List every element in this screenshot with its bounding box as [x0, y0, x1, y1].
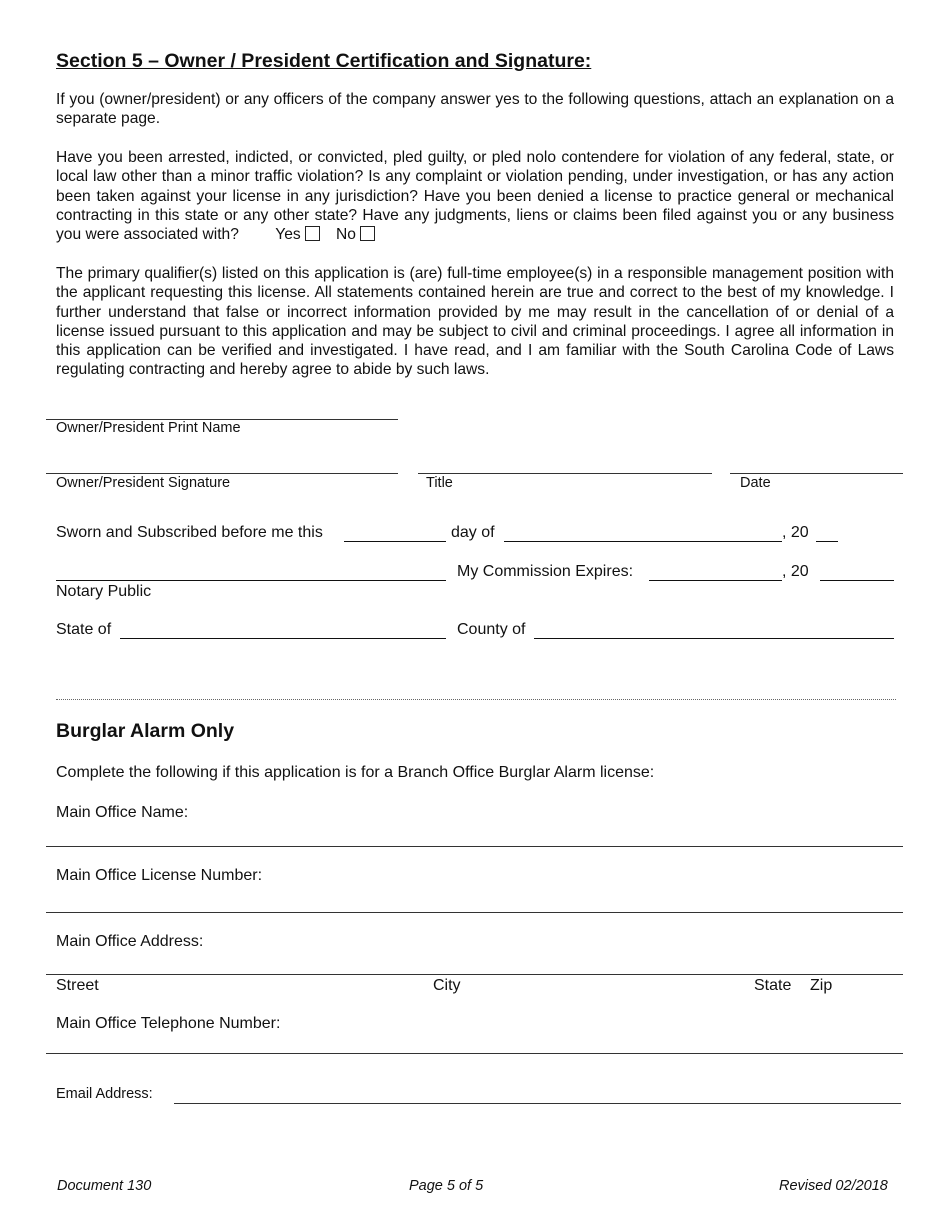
question-text: Have you been arrested, indicted, or convicted, pled guilty, or pled nolo contendere for violation of any federal, state, or local law other than a minor traffic violation? Is any complaint or violation pending, under investigation, or has any action been taken against your license in any jurisdiction? Have you been denied a license to practice general or mechanical contracting in this state or any other state? Have any judgments, liens or claims been filed against you or any business you were associated with?: [56, 149, 894, 244]
signature-line[interactable]: [46, 473, 398, 474]
address-label: Main Office Address:: [56, 933, 204, 950]
commission-year-line[interactable]: [820, 580, 894, 581]
license-number-label: Main Office License Number:: [56, 867, 263, 884]
date-label: Date: [740, 475, 771, 491]
title-label: Title: [426, 475, 453, 491]
sworn-year-line[interactable]: [816, 541, 838, 542]
yes-label: Yes: [275, 226, 301, 244]
state-line[interactable]: [120, 638, 446, 639]
section5-statement: The primary qualifier(s) listed on this application is (are) full-time employee(s) in a responsible management position with the applicant requesting this license. All statements contained herein are true and correct to the best of my knowledge. I further understand that false or incorrect information provided by me may result in the cancellation of or denial of a license issued pursuant to this application and may be subject to civil and criminal proceedings. I agree all information in this application can be verified and investigated. I have read, and I am familiar with the South Carolina Code of Laws regulating contracting and hereby agree to abide by such laws.: [56, 265, 894, 379]
title-line[interactable]: [418, 473, 712, 474]
street-label: Street: [56, 977, 99, 994]
email-line[interactable]: [174, 1103, 901, 1104]
print-name-label: Owner/President Print Name: [56, 420, 241, 436]
county-line[interactable]: [534, 638, 894, 639]
section5-intro: If you (owner/president) or any officers of the company answer yes to the following questions, attach an explanation on a separate page.: [56, 91, 894, 128]
notary-label: Notary Public: [56, 583, 152, 600]
footer-revised: Revised 02/2018: [779, 1178, 888, 1194]
state-sub-label: State: [754, 977, 792, 994]
main-office-name-line[interactable]: [46, 846, 903, 847]
license-number-line[interactable]: [46, 912, 903, 913]
burglar-intro: Complete the following if this application is for a Branch Office Burglar Alarm license:: [56, 764, 655, 781]
county-label: County of: [457, 621, 526, 638]
day-of-label: day of: [451, 524, 495, 541]
main-office-name-label: Main Office Name:: [56, 804, 189, 821]
signature-label: Owner/President Signature: [56, 475, 231, 491]
sworn-label: Sworn and Subscribed before me this: [56, 524, 323, 541]
email-label: Email Address:: [56, 1086, 153, 1102]
burglar-title: Burglar Alarm Only: [56, 720, 235, 742]
section-divider: [56, 699, 896, 700]
no-label: No: [336, 226, 356, 244]
no-checkbox[interactable]: [360, 226, 375, 241]
address-line[interactable]: [46, 974, 903, 975]
sworn-month-line[interactable]: [504, 541, 782, 542]
commission-date-line[interactable]: [649, 580, 782, 581]
telephone-label: Main Office Telephone Number:: [56, 1015, 281, 1032]
zip-label: Zip: [810, 977, 833, 994]
commission-label: My Commission Expires:: [457, 563, 634, 580]
sworn-day-line[interactable]: [344, 541, 446, 542]
section5-question: [56, 148, 894, 244]
footer-page: Page 5 of 5: [409, 1178, 484, 1194]
footer-document: Document 130: [57, 1178, 152, 1194]
commission-year-prefix: , 20: [782, 563, 809, 580]
telephone-line[interactable]: [46, 1053, 903, 1054]
sworn-year-prefix: , 20: [782, 524, 809, 541]
yes-checkbox[interactable]: [305, 226, 320, 241]
date-line[interactable]: [730, 473, 903, 474]
state-label: State of: [56, 621, 112, 638]
section5-title: Section 5 – Owner / President Certification and Signature:: [56, 50, 592, 72]
city-label: City: [433, 977, 461, 994]
notary-line[interactable]: [56, 580, 446, 581]
